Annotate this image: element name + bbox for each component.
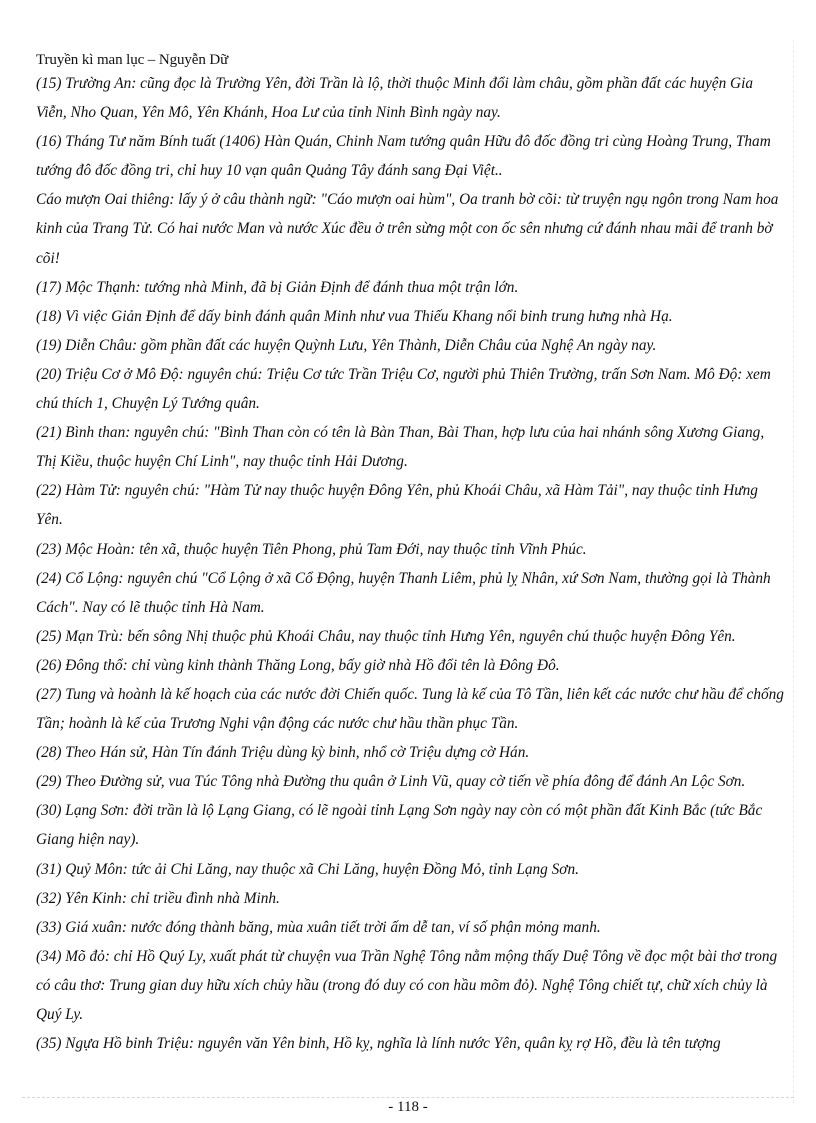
page-edge-line <box>793 40 794 1103</box>
footnote-15: (15) Trường An: cũng đọc là Trường Yên, đời Trần là lộ, thời thuộc Minh đổi làm châu, gồm phần đất các huyện Gia Viễn, Nho Quan, Yên Mô, Yên Khánh, Hoa Lư của tỉnh Ninh Bình ngày nay. <box>36 75 753 122</box>
footnote-29: (29) Theo Đường sử, vua Túc Tông nhà Đường thu quân ở Linh Vũ, quay cờ tiến về phía đông để đánh An Lộc Sơn. <box>36 773 746 791</box>
footnote-24: (24) Cổ Lộng: nguyên chú "Cổ Lộng ở xã Cổ Động, huyện Thanh Liêm, phủ lỵ Nhân, xứ Sơn Nam, thường gọi là Thành Cách". Nay có lẽ thuộc tỉnh Hà Nam. <box>36 569 771 616</box>
footnote-30: (30) Lạng Sơn: đời trần là lộ Lạng Giang, có lẽ ngoài tỉnh Lạng Sơn ngày nay còn có một phần đất Kinh Bắc (tức Bắc Giang hiện nay). <box>36 802 763 849</box>
footnote-16-continued: Cáo mượn Oai thiêng: lấy ý ở câu thành ngữ: "Cáo mượn oai hùm", Oa tranh bờ cõi: từ truyện ngụ ngôn trong Nam hoa kinh của Trang Tử. Có hai nước Man và nước Xúc đều ở trên sừng một con ốc sên nhưng cứ đánh nhau mãi để tranh bờ cõi! <box>36 191 779 267</box>
footnote-35: (35) Ngựa Hồ binh Triệu: nguyên văn Yên binh, Hồ kỵ, nghĩa là lính nước Yên, quân kỵ rợ Hồ, đều là tên tượng <box>36 1035 721 1053</box>
footnote-28: (28) Theo Hán sử, Hàn Tín đánh Triệu dùng kỳ binh, nhổ cờ Triệu dựng cờ Hán. <box>36 744 530 762</box>
footnote-16: (16) Tháng Tư năm Bính tuất (1406) Hàn Quán, Chinh Nam tướng quân Hữu đô đốc đồng tri cùng Hoàng Trung, Tham tướng đô đốc đồng tri, chỉ huy 10 vạn quân Quảng Tây đánh sang Đại Việt.. <box>36 133 771 180</box>
footnote-23: (23) Mộc Hoàn: tên xã, thuộc huyện Tiên Phong, phủ Tam Đới, nay thuộc tỉnh Vĩnh Phúc. <box>36 540 587 558</box>
footer-divider <box>22 1097 794 1098</box>
footnote-25: (25) Mạn Trù: bến sông Nhị thuộc phủ Khoái Châu, nay thuộc tỉnh Hưng Yên, nguyên chú thuộc huyện Đông Yên. <box>36 627 736 645</box>
footnote-19: (19) Diễn Châu: gồm phần đất các huyện Quỳnh Lưu, Yên Thành, Diễn Châu của Nghệ An ngày nay. <box>36 336 657 354</box>
footnote-27: (27) Tung và hoành là kế hoạch của các nước đời Chiến quốc. Tung là kế của Tô Tần, liên kết các nước chư hầu để chống Tần; hoành là kế của Trương Nghi vận động các nước chư hầu thần phục Tần. <box>36 685 784 733</box>
footnote-21: (21) Bình than: nguyên chú: "Bình Than còn có tên là Bàn Than, Bài Than, hợp lưu của hai nhánh sông Xương Giang, Thị Kiều, thuộc huyện Chí Linh", nay thuộc tỉnh Hải Dương. <box>36 424 765 471</box>
footnotes-list <box>36 69 786 1058</box>
footnote-18: (18) Vì việc Giản Định để dấy binh đánh quân Minh như vua Thiếu Khang nổi binh trung hưng nhà Hạ. <box>36 307 673 325</box>
footnote-31: (31) Quỷ Môn: tức ải Chi Lăng, nay thuộc xã Chi Lăng, huyện Đồng Mỏ, tỉnh Lạng Sơn. <box>36 860 579 878</box>
footnote-33: (33) Giá xuân: nước đóng thành băng, mùa xuân tiết trời ấm dễ tan, ví số phận mỏng manh. <box>36 918 601 936</box>
page-number: - 118 - <box>388 1099 428 1115</box>
footnote-26: (26) Đông thổ: chỉ vùng kinh thành Thăng Long, bấy giờ nhà Hồ đổi tên là Đông Đô. <box>36 656 560 674</box>
footnote-34: (34) Mõ đỏ: chỉ Hồ Quý Ly, xuất phát từ chuyện vua Trần Nghệ Tông nằm mộng thấy Duệ Tông về đọc một bài thơ trong có câu thơ: Trung gian duy hữu xích chủy hầu (trong đó duy có con hầu mõm đỏ). Nghệ Tông chiết tự, chữ xích chủy là Quý Ly. <box>36 947 778 1023</box>
footnote-20: (20) Triệu Cơ ở Mô Độ: nguyên chú: Triệu Cơ tức Trần Triệu Cơ, người phủ Thiên Trường, trấn Sơn Nam. Mô Độ: xem chú thích 1, Chuyện Lý Tướng quân. <box>36 365 771 413</box>
footnote-22: (22) Hàm Tử: nguyên chú: "Hàm Tử nay thuộc huyện Đông Yên, phủ Khoái Châu, xã Hàm Tải", nay thuộc tỉnh Hưng Yên. <box>36 482 758 529</box>
footnote-32: (32) Yên Kinh: chỉ triều đình nhà Minh. <box>36 889 280 907</box>
footnote-17: (17) Mộc Thạnh: tướng nhà Minh, đã bị Giản Định để đánh thua một trận lớn. <box>36 278 519 296</box>
running-header: Truyền kì man lục – Nguyễn Dữ <box>36 52 229 68</box>
